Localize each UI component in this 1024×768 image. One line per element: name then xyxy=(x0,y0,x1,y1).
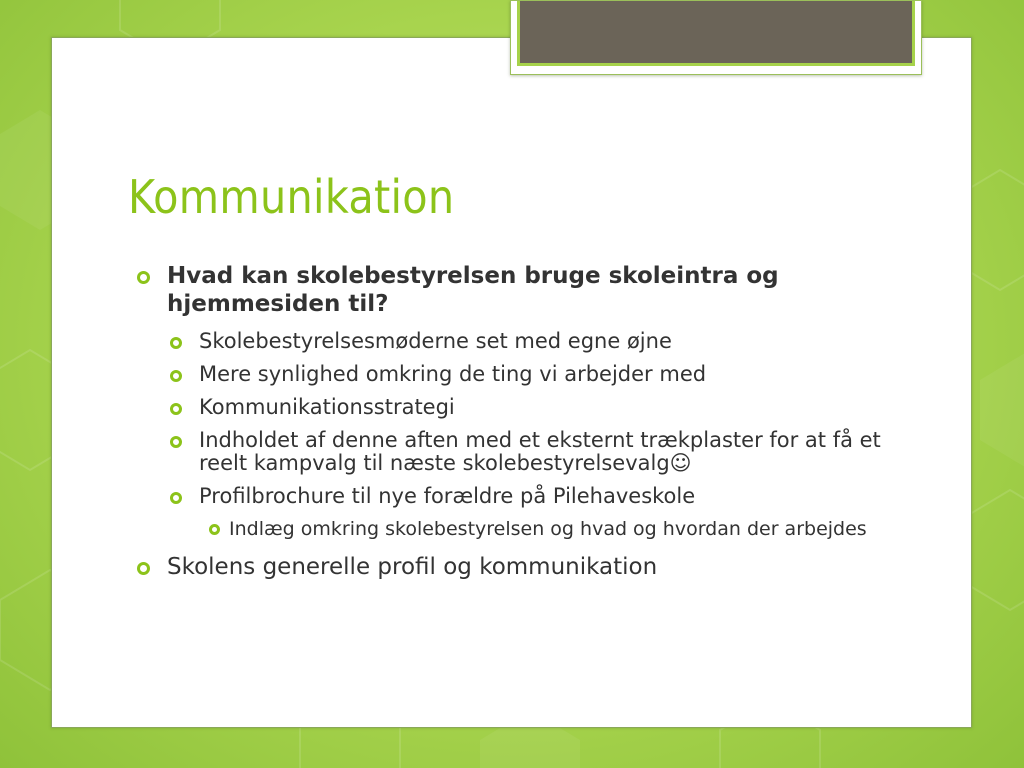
list-item-text: Kommunikationsstrategi xyxy=(199,395,455,419)
list-item-text: Mere synlighed omkring de ting vi arbejder med xyxy=(199,362,707,386)
photo-placeholder xyxy=(517,1,915,66)
bullet-list xyxy=(136,262,896,583)
list-item xyxy=(170,429,896,475)
list-item-text: Hvad kan skolebestyrelsen bruge skoleintra og hjemmesiden til? xyxy=(167,263,779,317)
list-item xyxy=(170,485,896,508)
photo-frame xyxy=(510,0,922,75)
list-item xyxy=(170,330,896,353)
ring-bullet-icon xyxy=(170,492,182,504)
ring-bullet-icon xyxy=(137,562,150,575)
list-item xyxy=(136,262,896,318)
list-item-text: Profilbrochure til nye forældre på Pilehaveskole xyxy=(199,484,696,508)
list-item xyxy=(170,363,896,386)
list-item-text: Indlæg omkring skolebestyrelsen og hvad og hvordan der arbejdes xyxy=(229,518,867,540)
list-item-text: Skolens generelle profil og kommunikation xyxy=(167,554,658,580)
ring-bullet-icon xyxy=(137,271,150,284)
ring-bullet-icon xyxy=(170,436,182,448)
list-item xyxy=(136,553,896,581)
ring-bullet-icon xyxy=(170,337,182,349)
list-item-text: Skolebestyrelsesmøderne set med egne øjne xyxy=(199,329,672,353)
slide-title: Kommunikation xyxy=(128,170,455,224)
list-item xyxy=(199,518,896,541)
ring-bullet-icon xyxy=(209,524,220,535)
ring-bullet-icon xyxy=(170,403,182,415)
ring-bullet-icon xyxy=(170,370,182,382)
list-item-text: Indholdet af denne aften med et eksternt trækplaster for at få et reelt kampvalg til næste skolebestyrelsevalg☺ xyxy=(199,428,881,475)
list-item xyxy=(170,396,896,419)
